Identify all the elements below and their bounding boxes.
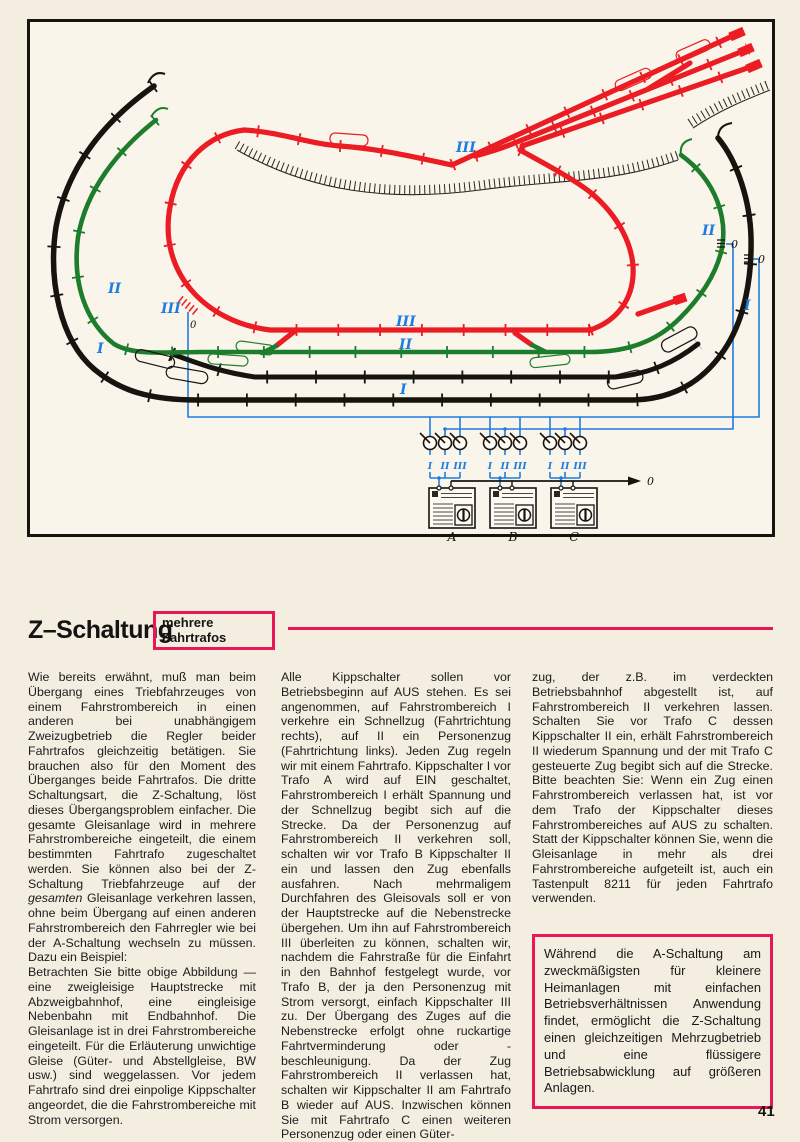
transformer-A — [429, 486, 475, 528]
common-zero-line — [451, 477, 641, 489]
paragraph: zug, der z.B. im verdeckten Betriebsbahnhof abgestellt ist, auf Fahrstrombereich II verkehren lassen. Schalten Sie vor Trafo C dessen Kippschalter II ein, erhält Fahrstrombereich II wiederum Spannung und der mit Trafo C gesteuerte Zug begibt sich auf die Strecke. Bitte beachten Sie: Wenn ein Zug einen Fahrstrombereich verlassen hat, ist vor dem Trafo der Kippschalter dieses Fahrstrombereiches auf AUS zu schalten. Statt der Kippschalter können Sie, wenn die Gleisanlage in mehr als drei Fahrstrombereiche aufgeteilt ist, auch ein Tastenpult 8211 für jeden Fahrtrafo verwenden. — [532, 670, 773, 906]
label-zero-black: 0 — [758, 253, 765, 266]
label-track-I-right: I — [744, 298, 751, 314]
track-plan-figure — [27, 19, 775, 544]
label-switch-A-III: III — [453, 461, 467, 472]
label-track-III-mid: III — [396, 314, 416, 330]
label-zero-common: 0 — [647, 475, 654, 488]
label-track-III-left: III — [161, 301, 181, 317]
diagram-labels — [96, 140, 765, 544]
paragraph: Alle Kippschalter sollen vor Betriebsbeginn auf AUS stehen. Es sei angenommen, auf Fahrstrombereich I verkehre ein Schnellzug (Fahrtrichtung rechts), auf II ein Personenzug (Fahrtrichtung links). Jeden Zug regeln wir mit einem Fahrtrafo. Kippschalter I vor Trafo A wird auf EIN geschaltet, Fahrstrombereich I erhält Spannung und der Schnellzug begibt sich auf die Strecke. Da der Personenzug auf Fahrstrombereich II verkehren soll, schalten wir vor Trafo B Kippschalter II ein und lassen den Zug ebenfalls ausfahren. Nach mehrmaligem Durchfahren des Gleisovals soll er von der Hauptstrecke auf die Nebenstrecke übergehen. Um ihn auf Fahrstrombereich III überleiten zu können, schalten wir, nachdem die Fahrstraße für die Einfahrt in den Bahnhof festgelegt wurde, vor Trafo B, der ja den Personenzug mit Strom versorgt, einfach Kippschalter III zu. Der Übergang des Zuges auf die Nebenstrecke erfolgt ohne ruckartige Fahrtverminderung oder -beschleunigung. Da der Zug Fahrstrombereich II verlassen hat, schalten wir Kippschalter II am Fahrtrafo B wieder auf AUS. Inzwischen können Sie mit Fahrtrafo C einen weiteren Personenzug oder einen Güter- — [281, 670, 511, 1142]
label-switch-C-III: III — [573, 461, 587, 472]
label-trafo-B: B — [508, 529, 518, 544]
paragraph: Betrachten Sie bitte obige Abbildung — eine zweigleisige Hauptstrecke mit Abzweigbahnhof, eine eingleisige Nebenbahn mit Endbahnhof. Die Gleisanlage ist in drei Fahrstrombereiche eingeteilt. Für die Erläuterung unwichtige Gleise (Güter- und Abstellgleise, BW usw.) sind weggelassen. Vor jedem Fahrtrafo sind drei einpolige Kippschalter angeordet, die die Fahrstrombereiche mit Strom versorgen. — [28, 965, 256, 1127]
label-switch-B-I: I — [487, 461, 493, 472]
paragraph-text: Wie bereits erwähnt, muß man beim Übergang eines Triebfahrzeuges von einem Fahrstrombereich in einen anderen bei unabhängigem Zweizugbetrieb die Regler beider Fahrtrafos gleichzeitig betätigen. Sie brauchen also für den Moment des Überganges beide Fahrtrafos. Die dritte Schaltungsart, die Z-Schaltung, löst dieses Übergangsproblem einfacher. Die gesamte Gleisanlage wird in mehrere Fahrstrombereiche eingeteilt, die einem bestimmten Fahrtrafo zugeschaltet werden. Sie können also bei der Z-Schaltung Triebfahrzeuge auf der — [28, 670, 256, 891]
highlight-callout — [532, 934, 773, 1109]
label-switch-A-II: II — [440, 461, 450, 472]
label-track-I-left: I — [97, 341, 104, 357]
label-switch-B-III: III — [513, 461, 527, 472]
page-number: 41 — [758, 1103, 775, 1120]
label-track-I-mid: I — [400, 382, 407, 398]
layout-diagram — [30, 22, 772, 544]
paragraph-italic: gesamten — [28, 891, 83, 906]
label-switch-C-I: I — [547, 461, 553, 472]
label-zero-green: 0 — [731, 238, 738, 251]
label-switch-C-II: II — [560, 461, 570, 472]
callout-text: Während die A-Schaltung am zweckmäßigsten für kleinere Heimanlagen mit einfachen Betriebsverhältnissen Anwendung findet, ermöglicht die Z-Schaltung einen gleichzeitigen Mehrzugbetrieb und eine flüssigere Betriebsabwicklung auf größeren Anlagen. — [544, 946, 761, 1096]
text-column-1 — [28, 670, 256, 1127]
label-switch-A-I: I — [427, 461, 433, 472]
section-title: Z–Schaltung — [28, 616, 173, 644]
label-track-II-left: II — [108, 281, 122, 297]
badge-line-2: Fahrtrafos — [162, 630, 227, 645]
paragraph — [28, 670, 256, 965]
label-zero-left: 0 — [190, 320, 197, 331]
label-trafo-A: A — [447, 529, 457, 544]
section-badge — [153, 611, 275, 650]
text-column-3 — [532, 670, 773, 906]
transformer-C — [551, 486, 597, 528]
paragraph-text: Gleisanlage verkehren lassen, ohne beim Übergang auf einen anderen Fahrstrombereich den Fahrregler wie bei der A-Schaltung wechseln zu müssen. Dazu ein Beispiel: — [28, 891, 256, 965]
label-track-II-right: II — [702, 223, 716, 239]
rolling-stock-outlines — [134, 38, 712, 390]
accent-rule — [288, 627, 773, 630]
label-track-III-top: III — [456, 140, 476, 156]
label-trafo-C: C — [569, 529, 579, 544]
wiring — [188, 244, 759, 488]
badge-line-1: mehrere — [162, 615, 214, 630]
text-column-2 — [281, 670, 511, 1142]
label-switch-B-II: II — [500, 461, 510, 472]
transformer-B — [490, 486, 536, 528]
label-track-II-mid: II — [399, 337, 413, 353]
